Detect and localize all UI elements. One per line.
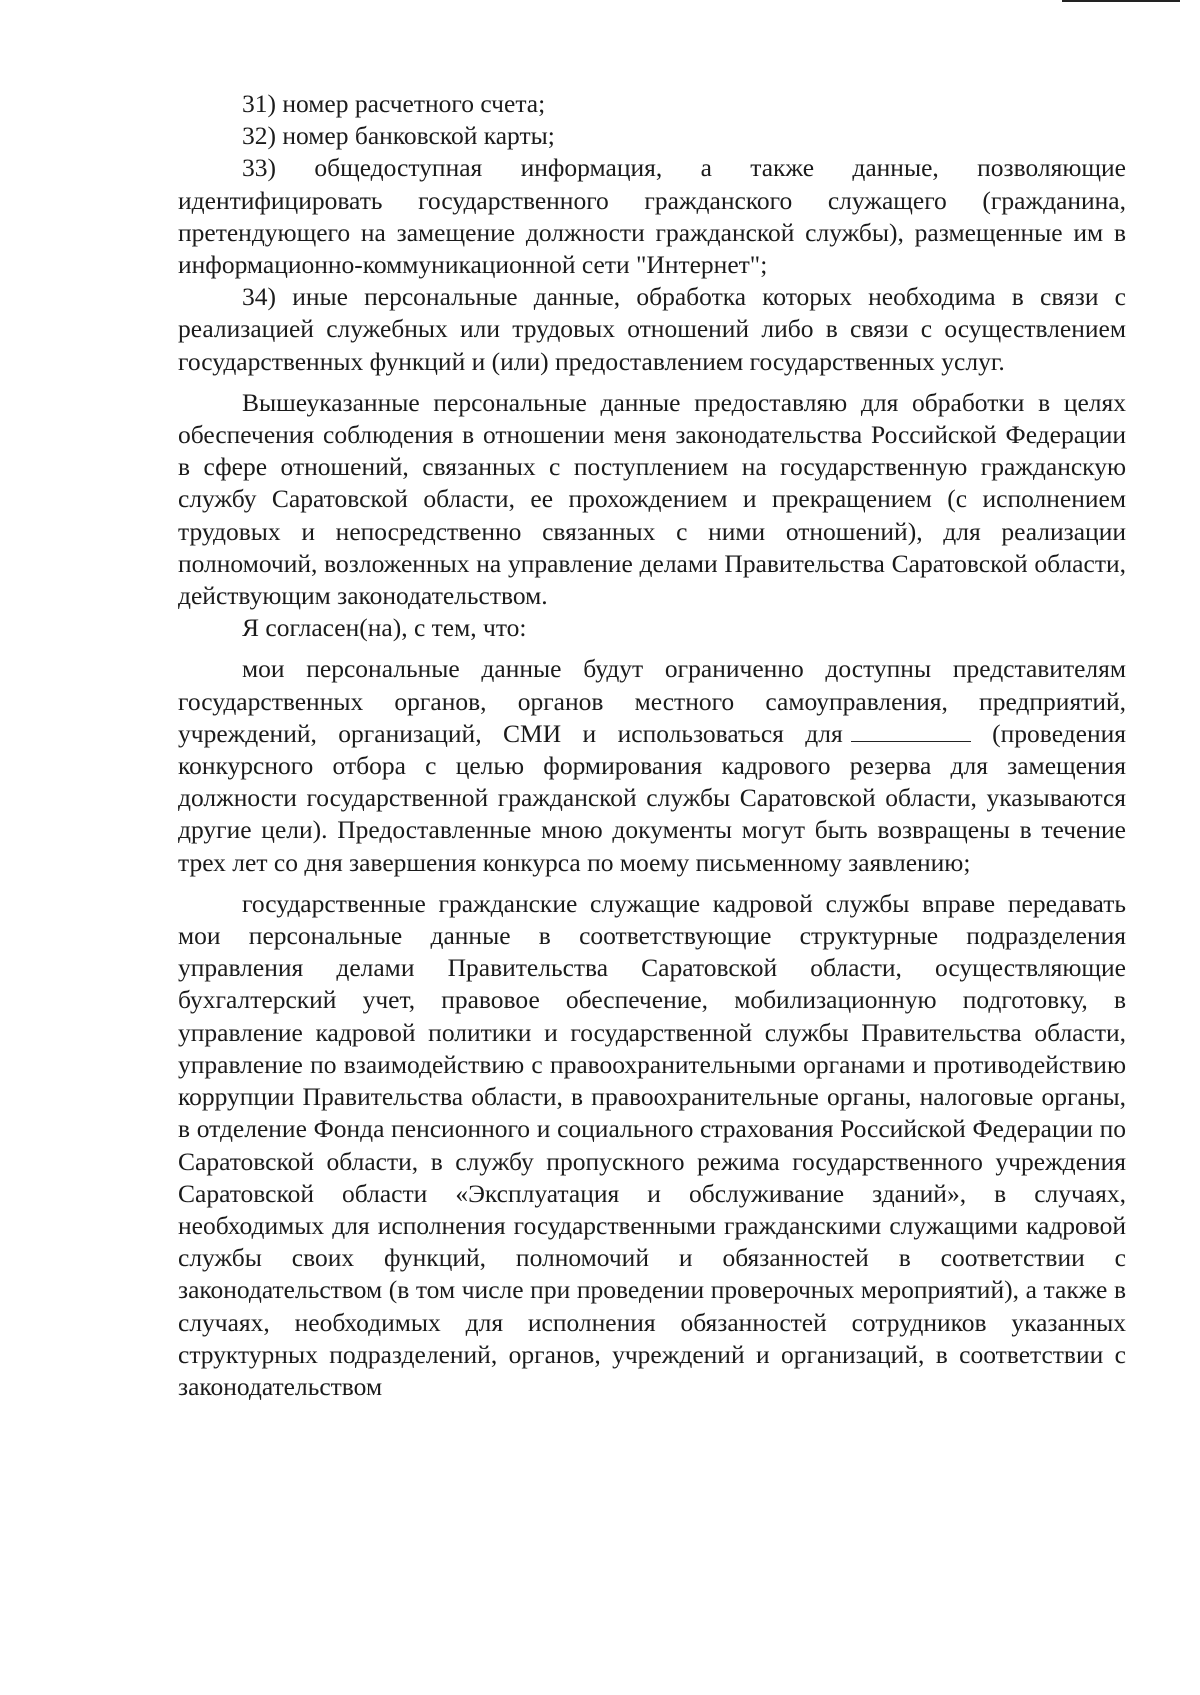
item-34: 34) иные персональные данные, обработка которых необходима в связи с реализацией служебных или трудовых отношений либо в связи с осуществлением государственных функций и (или) предоставлением государственных услуг. bbox=[178, 282, 1126, 376]
top-edge-rule bbox=[1062, 0, 1180, 2]
access-text-start: мои персональные данные будут ограниченно доступны представителям государственных органов, органов местного самоуправления, предприятий, учреждений, организаций, СМИ и использоваться для bbox=[178, 654, 1126, 748]
item-32: 32) номер банковской карты; bbox=[242, 121, 555, 151]
document-body bbox=[178, 88, 1126, 1403]
fill-in-blank-line bbox=[851, 719, 971, 742]
item-31: 31) номер расчетного счета; bbox=[242, 89, 546, 118]
item-33: 33) общедоступная информация, а также данные, позволяющие идентифицировать государственного гражданского служащего (гражданина, претендующего на замещение должности гражданской службы), размещенные им в информационно-коммуникационной сети "Интернет"; bbox=[178, 153, 1126, 280]
transfer-paragraph: государственные гражданские служащие кадровой службы вправе передавать мои персональные данные в соответствующие структурные подразделения управления делами Правительства Саратовской области, осуществляющие бухгалтерский учет, правовое обеспечение, мобилизационную подготовку, в управление кадровой политики и государственной службы Правительства области, управление по взаимодействию с правоохранительными органами и противодействию коррупции Правительства области, в правоохранительные органы, налоговые органы, в отделение Фонда пенсионного и социального страхования Российской Федерации по Саратовской области, в службу пропускного режима государственного учреждения Саратовской области «Эксплуатация и обслуживание зданий», в случаях, необходимых для исполнения государственными гражданскими служащими кадровой службы своих функций, полномочий и обязанностей в соответствии с законодательством (в том числе при проведении проверочных мероприятий), а также в случаях, необходимых для исполнения обязанностей сотрудников указанных структурных подразделений, органов, учреждений и организаций, в соответствии с законодательством bbox=[178, 888, 1126, 1401]
purpose-paragraph: Вышеуказанные персональные данные предоставляю для обработки в целях обеспечения соблюдения в отношении меня законодательства Российской Федерации в сфере отношений, связанных с поступлением на государственную гражданскую службу Саратовской области, ее прохождением и прекращением (с исполнением трудовых и непосредственно связанных с ними отношений), для реализации полномочий, возложенных на управление делами Правительства Саратовской области, действующим законодательством. bbox=[178, 387, 1126, 611]
access-paragraph bbox=[178, 653, 1126, 878]
agreement-intro: Я согласен(на), с тем, что: bbox=[242, 613, 527, 643]
access-text-end: (проведения конкурсного отбора с целью формирования кадрового резерва для замещения должности государственной гражданской службы Саратовской области, указываются другие цели). Предоставленные мною документы могут быть возвращены в течение трех лет со дня завершения конкурса по моему письменному заявлению; bbox=[178, 718, 1126, 877]
